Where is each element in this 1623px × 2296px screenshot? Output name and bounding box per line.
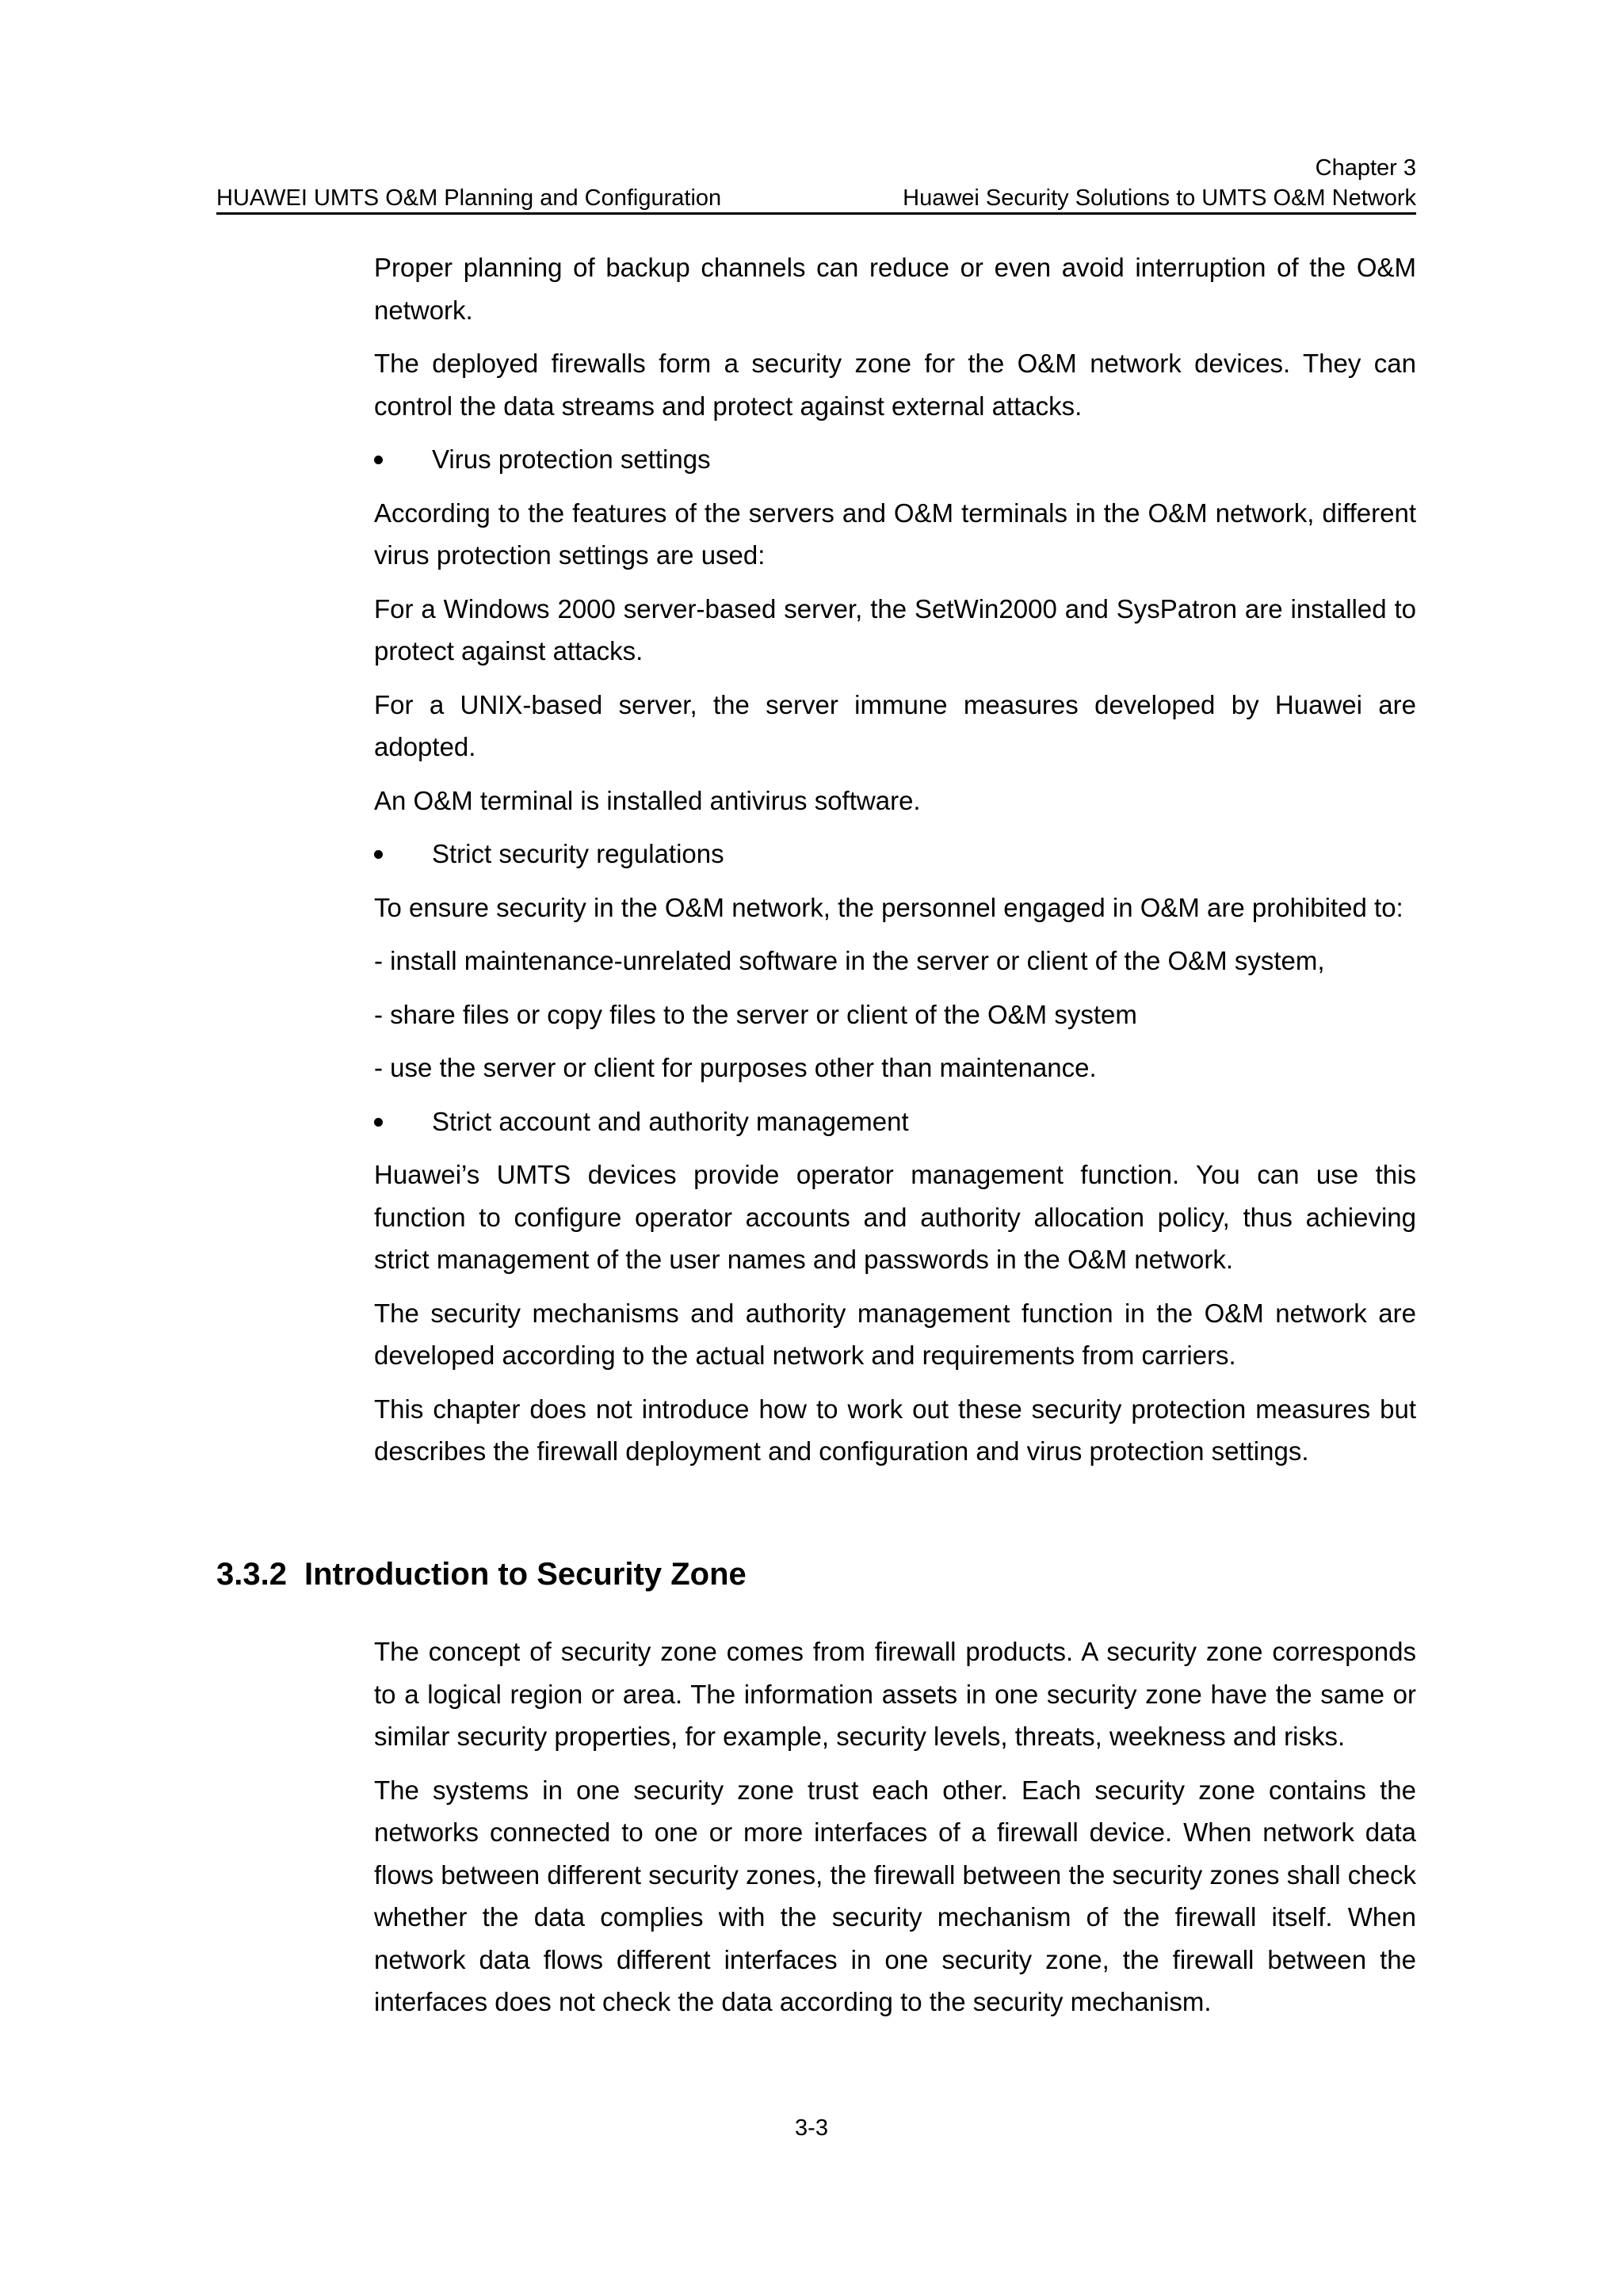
paragraph: For a UNIX-based server, the server immune measures developed by Huawei are adopted. <box>374 689 1416 761</box>
bullet-dot-icon <box>374 456 383 464</box>
header-document-title: HUAWEI UMTS O&M Planning and Configuration <box>216 185 722 211</box>
section-title: Introduction to Security Zone <box>304 1557 747 1592</box>
paragraph: Proper planning of backup channels can reduce or even avoid interruption of the O&M network. <box>374 253 1416 325</box>
paragraph: According to the features of the servers and O&M terminals in the O&M network, different virus protection settings are used: <box>374 498 1416 570</box>
bullet-label: Strict security regulations <box>432 839 724 868</box>
body-text-lower <box>374 1630 1416 2035</box>
paragraph: An O&M terminal is installed antivirus software. <box>374 785 921 815</box>
bullet-label: Virus protection settings <box>432 444 711 474</box>
header-chapter-title: Huawei Security Solutions to UMTS O&M Network <box>903 185 1416 211</box>
paragraph: Huawei’s UMTS devices provide operator management function. You can use this function to configure operator accounts and authority allocation policy, thus achieving strict management of the user names and passwords in the O&M network. <box>374 1160 1416 1274</box>
paragraph: To ensure security in the O&M network, the personnel engaged in O&M are prohibited to: <box>374 892 1403 922</box>
running-header <box>216 154 1416 215</box>
bullet-item <box>374 1100 1416 1143</box>
dash-list-item: - share files or copy files to the server or client of the O&M system <box>374 999 1137 1029</box>
section-heading <box>216 1554 747 1595</box>
bullet-label: Strict account and authority management <box>432 1106 909 1136</box>
bullet-dot-icon <box>374 1118 383 1127</box>
paragraph: This chapter does not introduce how to work out these security protection measures but describes the firewall deployment and configuration and virus protection settings. <box>374 1394 1416 1466</box>
bullet-item <box>374 833 1416 875</box>
header-chapter: Chapter 3 <box>1315 155 1416 181</box>
paragraph: The security mechanisms and authority management function in the O&M network are developed according to the actual network and requirements from carriers. <box>374 1298 1416 1370</box>
bullet-item <box>374 438 1416 481</box>
page-number: 3-3 <box>795 2115 828 2141</box>
header-rule <box>216 212 1416 215</box>
paragraph: The systems in one security zone trust each other. Each security zone contains the networks connected to one or more interfaces of a firewall device. When network data flows between different security zones, the firewall between the security zones shall check whether the data complies with the security mechanism of the firewall itself. When network data flows different interfaces in one security zone, the firewall between the interfaces does not check the data according to the security mechanism. <box>374 1775 1416 2016</box>
paragraph: The deployed firewalls form a security zone for the O&M network devices. They can control the data streams and protect against external attacks. <box>374 349 1416 421</box>
paragraph: The concept of security zone comes from firewall products. A security zone corresponds to a logical region or area. The information assets in one security zone have the same or similar security properties, for example, security levels, threats, weekness and risks. <box>374 1637 1416 1751</box>
dash-list-item: - use the server or client for purposes other than maintenance. <box>374 1053 1097 1082</box>
body-text-upper <box>374 246 1416 1484</box>
bullet-dot-icon <box>374 850 383 859</box>
section-number: 3.3.2 <box>216 1557 287 1592</box>
dash-list-item: - install maintenance-unrelated software in the server or client of the O&M system, <box>374 946 1325 975</box>
paragraph: For a Windows 2000 server-based server, the SetWin2000 and SysPatron are installed to protect against attacks. <box>374 593 1416 666</box>
